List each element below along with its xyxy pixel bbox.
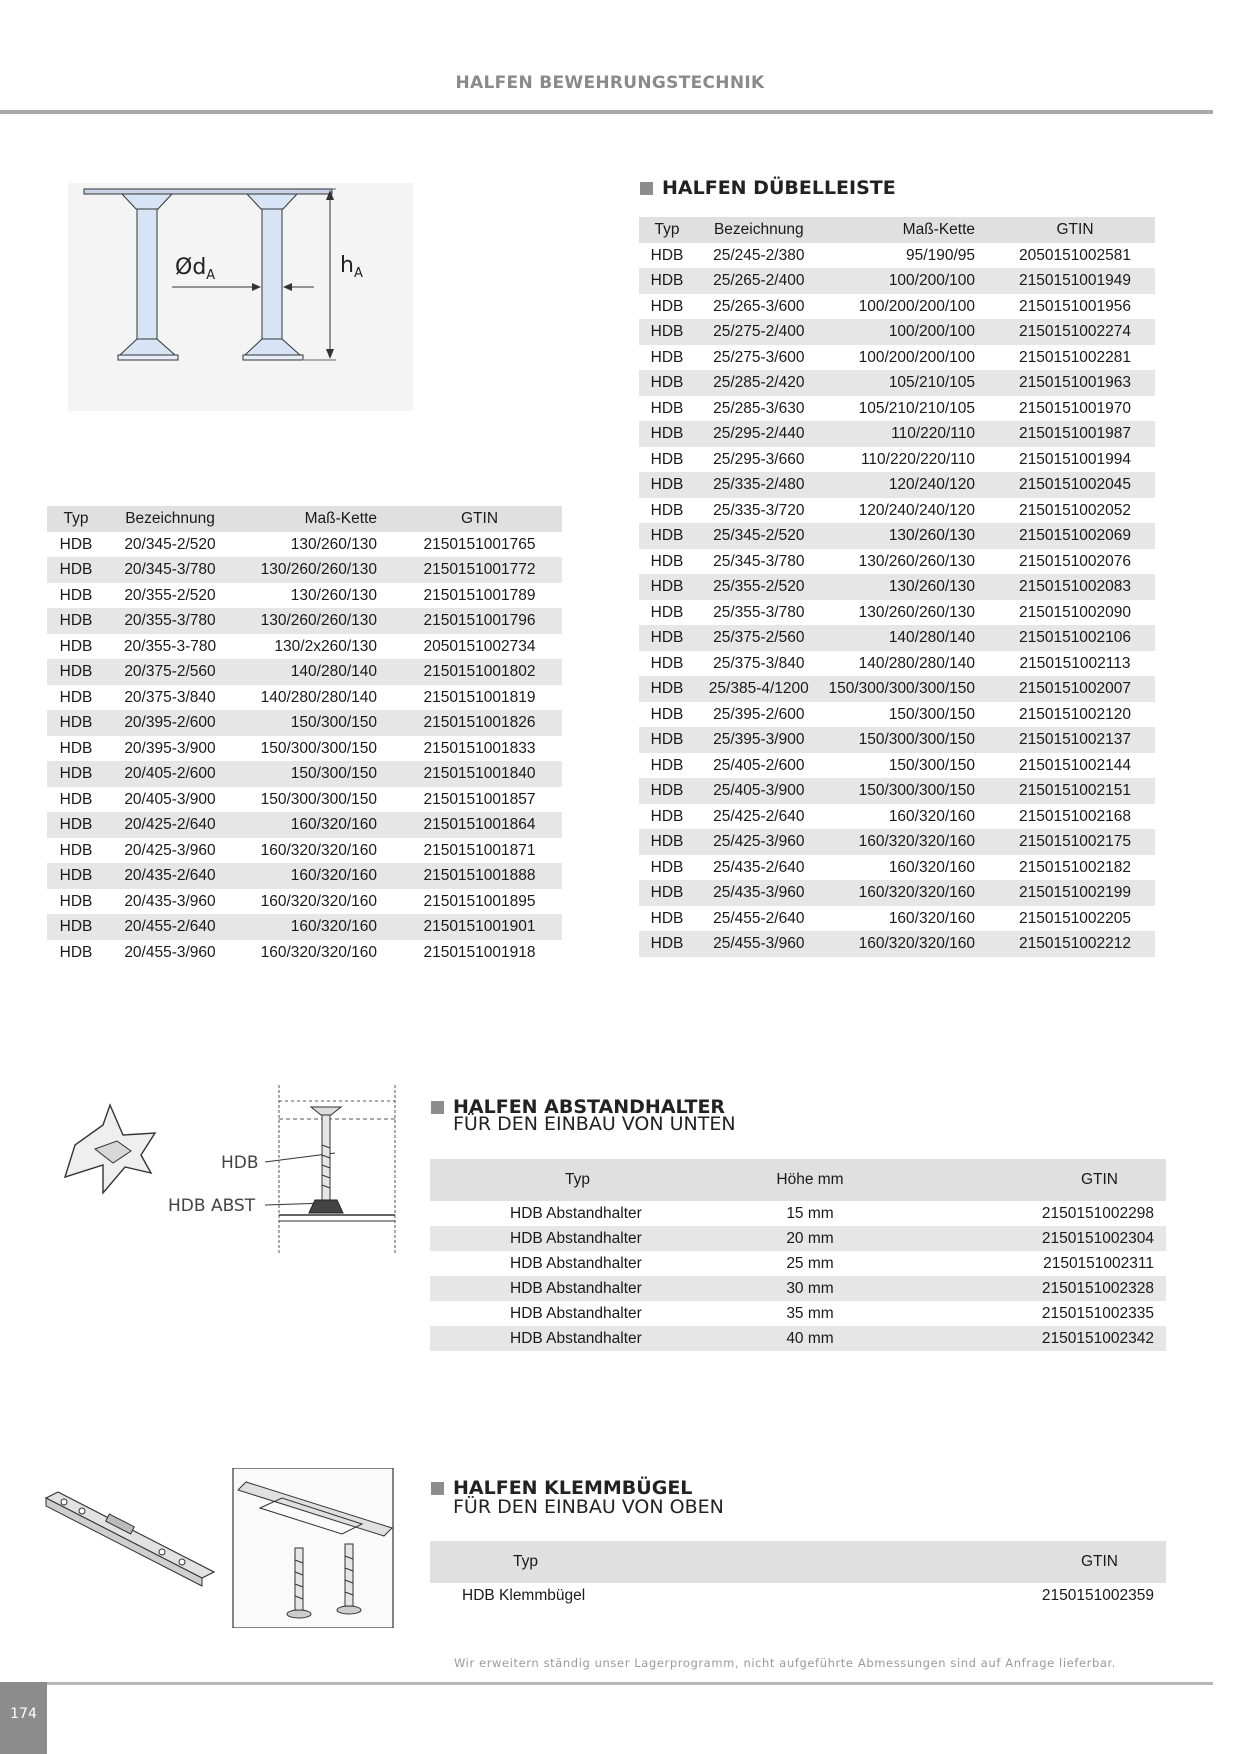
table-cell: 130/2x260/130 — [274, 637, 377, 655]
table-cell: 140/280/280/140 — [858, 654, 976, 672]
table-row — [47, 787, 562, 813]
table-row — [47, 608, 562, 634]
table-cell: 25/405-2/600 — [713, 756, 805, 774]
table-cell: 20/435-3/960 — [124, 892, 216, 910]
table-header-row — [639, 217, 1155, 243]
table-cell: 2150151002212 — [995, 931, 1155, 957]
table-cell: HDB — [650, 807, 684, 825]
table-cell: 25/405-3/900 — [695, 778, 822, 804]
table-cell: 25/425-3/960 — [695, 829, 822, 855]
table-cell: 100/200/100 — [822, 319, 995, 345]
table-cell: HDB — [47, 761, 105, 787]
table-cell: 2150151001819 — [423, 688, 536, 706]
table-cell: HDB Abstandhalter — [430, 1226, 730, 1251]
table-row — [639, 880, 1155, 906]
table-row — [639, 778, 1155, 804]
table-cell: 2150151002113 — [1019, 654, 1131, 672]
table-cell: HDB — [59, 841, 93, 859]
table-row — [47, 914, 562, 940]
table-cell: 150/300/150 — [235, 710, 397, 736]
table-cell: 15 mm — [786, 1205, 834, 1222]
col-header-typ: Typ — [430, 1541, 830, 1583]
table-cell: HDB — [639, 931, 695, 957]
table-cell: HDB — [59, 739, 93, 757]
heading-square-icon — [431, 1482, 444, 1495]
table-cell: 25/395-2/600 — [713, 705, 805, 723]
table-cell: 20/435-2/640 — [105, 863, 235, 889]
header-divider — [0, 110, 1213, 114]
table-cell: 20/375-2/560 — [105, 659, 235, 685]
table-cell: 160/320/160 — [235, 914, 397, 940]
col-header-gtin: GTIN — [995, 217, 1155, 243]
table-cell: 25/275-3/600 — [713, 348, 805, 366]
table-cell: 150/300/150 — [888, 705, 976, 723]
table-cell: HDB — [650, 552, 684, 570]
table-cell: 25/395-3/900 — [695, 727, 822, 753]
table-cell: HDB — [650, 399, 684, 417]
table-row — [430, 1301, 1166, 1326]
table-row — [47, 659, 562, 685]
col-header-hoehe: Höhe mm — [730, 1159, 890, 1201]
table-cell: 105/210/105 — [822, 370, 995, 396]
table-cell: 160/320/160 — [235, 812, 397, 838]
table-cell: 2150151002175 — [995, 829, 1155, 855]
table-cell: 20/455-3/960 — [124, 943, 216, 961]
table-cell: 25/455-3/960 — [695, 931, 822, 957]
table-cell: 2150151002281 — [1018, 348, 1132, 366]
table-cell: 130/260/130 — [290, 586, 377, 604]
table-cell: 35 mm — [786, 1305, 834, 1322]
table-row — [639, 625, 1155, 651]
table-cell: 150/300/150 — [888, 756, 976, 774]
col-header-bezeichnung: Bezeichnung — [105, 506, 235, 532]
table-row — [639, 676, 1155, 702]
klemmbuegel-subheading: FÜR DEN EINBAU VON OBEN — [453, 1496, 724, 1518]
table-cell: 2150151002007 — [995, 676, 1155, 702]
table-cell: HDB — [639, 268, 695, 294]
table-row — [47, 889, 562, 915]
table-cell: 2150151002168 — [1018, 807, 1132, 825]
table-cell: HDB — [47, 557, 105, 583]
table-row — [639, 574, 1155, 600]
table-cell: 20/395-3/900 — [124, 739, 216, 757]
table-cell: 2150151002106 — [995, 625, 1155, 651]
table-row — [639, 906, 1155, 932]
table-cell: 100/200/100 — [822, 268, 995, 294]
footer-divider — [47, 1682, 1213, 1685]
table-row — [639, 421, 1155, 447]
table-row — [639, 268, 1155, 294]
table-cell: HDB — [47, 710, 105, 736]
table-cell: 160/320/320/160 — [260, 892, 377, 910]
abstandhalter-table — [430, 1159, 1166, 1351]
table-row — [639, 651, 1155, 677]
table-cell: HDB — [639, 319, 695, 345]
table-cell: 25/455-2/640 — [713, 909, 805, 927]
table-cell: HDB — [639, 625, 695, 651]
table-cell: 2150151002144 — [1018, 756, 1132, 774]
table-cell: 2150151001994 — [1018, 450, 1132, 468]
table-cell: 130/260/130 — [822, 523, 995, 549]
table-cell: HDB — [639, 829, 695, 855]
heading-square-icon — [431, 1101, 444, 1114]
table-cell: HDB — [639, 676, 695, 702]
table-cell: 2150151002328 — [890, 1276, 1166, 1301]
table-row — [430, 1583, 1166, 1608]
table-cell: 160/320/160 — [888, 807, 976, 825]
table-cell: 25/295-2/440 — [695, 421, 822, 447]
table-cell: 2150151002083 — [995, 574, 1155, 600]
table-cell: 25/275-2/400 — [695, 319, 822, 345]
table-cell: 2050151002734 — [423, 637, 536, 655]
duebelleiste-table — [639, 217, 1155, 957]
table-cell: 2150151001864 — [397, 812, 562, 838]
table-cell: 2150151002199 — [995, 880, 1155, 906]
table-row — [430, 1276, 1166, 1301]
table-cell: 2150151002076 — [1018, 552, 1132, 570]
table-row — [639, 523, 1155, 549]
table-cell: 25/435-3/960 — [695, 880, 822, 906]
duebelleiste-heading-text: HALFEN DÜBELLEISTE — [662, 177, 896, 199]
table-row — [47, 532, 562, 558]
table-cell: HDB — [59, 688, 93, 706]
table-row — [639, 702, 1155, 728]
table-cell: 130/260/260/130 — [235, 557, 397, 583]
page-header-title: HALFEN BEWEHRUNGSTECHNIK — [455, 73, 765, 93]
table-cell: 150/300/300/150 — [822, 727, 995, 753]
table-cell: 2150151002052 — [1018, 501, 1132, 519]
footer-note: Wir erweitern ständig unser Lagerprogramm, nicht aufgeführte Abmessungen sind auf Anfrage lieferbar. — [453, 1656, 1117, 1670]
table-cell: HDB — [650, 705, 684, 723]
table-cell: 2150151002045 — [995, 472, 1155, 498]
table-row — [639, 753, 1155, 779]
table-row — [639, 498, 1155, 524]
table-cell: 150/300/300/150 — [822, 778, 995, 804]
table-row — [47, 634, 562, 660]
table-row — [430, 1251, 1166, 1276]
col-header-typ: Typ — [639, 217, 695, 243]
table-row — [639, 600, 1155, 626]
table-cell: HDB — [650, 297, 684, 315]
table-cell: HDB — [47, 812, 105, 838]
figure-label-h: h — [340, 253, 354, 278]
table-cell: 160/320/160 — [235, 863, 397, 889]
table-cell: 110/220/220/110 — [860, 450, 976, 468]
table-cell: 140/280/280/140 — [260, 688, 377, 706]
col-header-typ: Typ — [47, 506, 105, 532]
table-cell: 2150151002342 — [890, 1326, 1166, 1351]
table-cell: 2150151002151 — [995, 778, 1155, 804]
table-cell: HDB — [59, 535, 93, 553]
table-cell: 2150151001963 — [995, 370, 1155, 396]
table-cell: 25/335-2/480 — [695, 472, 822, 498]
table-row — [639, 829, 1155, 855]
figure-label-h-sub: A — [353, 266, 363, 281]
table-cell: 40 mm — [730, 1326, 890, 1351]
table-cell: HDB — [650, 246, 684, 264]
table-cell: 2150151002311 — [1043, 1255, 1154, 1272]
table-cell: 25/435-2/640 — [713, 858, 805, 876]
table-cell: 25 mm — [786, 1255, 834, 1272]
table-cell: HDB — [650, 858, 684, 876]
table-cell: HDB — [650, 909, 684, 927]
table-cell: HDB — [47, 659, 105, 685]
table-cell: HDB — [650, 603, 684, 621]
table-cell: 2150151002335 — [1041, 1305, 1154, 1322]
table-cell: HDB — [639, 778, 695, 804]
table-cell: 2150151001796 — [397, 608, 562, 634]
table-cell: HDB — [59, 943, 93, 961]
duebelleiste-heading — [640, 177, 896, 199]
table-row — [639, 345, 1155, 371]
col-header-bezeichnung: Bezeichnung — [695, 217, 822, 243]
table-cell: HDB Abstandhalter — [510, 1205, 642, 1222]
table-cell: HDB — [639, 472, 695, 498]
figure-label-d: Ød — [175, 255, 207, 280]
table-cell: 95/190/95 — [906, 246, 976, 264]
abstandhalter-heading-text: HALFEN ABSTANDHALTER — [453, 1096, 726, 1118]
klemmbuegel-figure — [42, 1468, 397, 1628]
table-cell: HDB — [639, 370, 695, 396]
heading-square-icon — [640, 182, 653, 195]
table-cell: 20/405-2/600 — [105, 761, 235, 787]
table-header-row — [430, 1541, 1166, 1583]
col-header-gtin: GTIN — [830, 1541, 1166, 1583]
table-cell: 140/280/140 — [822, 625, 995, 651]
table-cell: 25/355-3/780 — [713, 603, 805, 621]
table-row — [639, 294, 1155, 320]
table-cell: HDB Abstandhalter — [510, 1255, 642, 1272]
table-cell: 25/335-3/720 — [713, 501, 805, 519]
hdb-20-table — [47, 506, 562, 965]
table-row — [639, 370, 1155, 396]
table-cell: 150/300/300/150 — [260, 739, 377, 757]
table-cell: 2150151001802 — [397, 659, 562, 685]
table-cell: 100/200/200/100 — [858, 297, 976, 315]
table-cell: 30 mm — [730, 1276, 890, 1301]
figure-label-hdb: HDB — [221, 1153, 259, 1173]
table-cell: 150/300/300/300/150 — [822, 676, 995, 702]
table-cell: HDB — [639, 727, 695, 753]
table-cell: 130/260/260/130 — [858, 552, 976, 570]
table-cell: 130/260/260/130 — [858, 603, 976, 621]
page-number: 174 — [10, 1706, 37, 1722]
table-row — [639, 396, 1155, 422]
table-cell: HDB — [650, 756, 684, 774]
figure-label-d-sub: A — [206, 268, 216, 283]
table-cell: 160/320/320/160 — [822, 829, 995, 855]
table-cell: 20/425-2/640 — [105, 812, 235, 838]
klemmbuegel-heading-text: HALFEN KLEMMBÜGEL — [453, 1477, 693, 1499]
table-row — [639, 804, 1155, 830]
table-cell: 2150151001871 — [423, 841, 536, 859]
table-cell: HDB — [59, 637, 93, 655]
table-cell: HDB — [59, 586, 93, 604]
table-cell: 2150151002298 — [1041, 1205, 1154, 1222]
table-cell: 2150151001901 — [397, 914, 562, 940]
table-cell: 2150151001956 — [1018, 297, 1132, 315]
table-cell: 2150151001987 — [995, 421, 1155, 447]
table-cell: HDB — [639, 421, 695, 447]
table-cell: 2150151002182 — [1018, 858, 1132, 876]
table-row — [47, 583, 562, 609]
table-row — [639, 855, 1155, 881]
table-row — [47, 761, 562, 787]
table-cell: 150/300/150 — [235, 761, 397, 787]
table-cell: 2150151001833 — [423, 739, 536, 757]
table-cell: 2150151002069 — [995, 523, 1155, 549]
table-cell: 20/375-3/840 — [124, 688, 216, 706]
table-row — [47, 710, 562, 736]
table-row — [47, 685, 562, 711]
table-header-row — [47, 506, 562, 532]
table-cell: HDB — [639, 523, 695, 549]
table-cell: 25/355-2/520 — [695, 574, 822, 600]
table-header-row — [430, 1159, 1166, 1201]
klemmbuegel-table — [430, 1541, 1166, 1608]
table-cell: 25/345-2/520 — [695, 523, 822, 549]
col-header-gtin: GTIN — [890, 1159, 1166, 1201]
table-cell: 20 mm — [730, 1226, 890, 1251]
table-cell: 2050151002581 — [1018, 246, 1132, 264]
table-cell: 25/295-3/660 — [713, 450, 805, 468]
table-cell: 25/375-2/560 — [695, 625, 822, 651]
table-cell: 25/375-3/840 — [713, 654, 805, 672]
table-cell: 120/240/240/120 — [858, 501, 976, 519]
table-row — [639, 549, 1155, 575]
table-cell: 20/455-2/640 — [105, 914, 235, 940]
table-cell: 2150151001949 — [995, 268, 1155, 294]
table-cell: 100/200/200/100 — [858, 348, 976, 366]
table-row — [47, 736, 562, 762]
table-cell: 2150151002274 — [995, 319, 1155, 345]
col-header-mass-kette: Maß-Kette — [235, 506, 397, 532]
table-cell: 25/285-3/630 — [713, 399, 805, 417]
table-cell: 160/320/320/160 — [822, 880, 995, 906]
table-row — [639, 472, 1155, 498]
table-cell: 160/320/320/160 — [260, 943, 377, 961]
table-cell: HDB — [639, 880, 695, 906]
table-cell: 120/240/120 — [822, 472, 995, 498]
stud-dimension-figure — [68, 183, 413, 411]
table-cell: HDB — [639, 574, 695, 600]
table-cell: 20/355-3-780 — [123, 637, 217, 655]
table-cell: 2150151001789 — [423, 586, 536, 604]
table-row — [639, 727, 1155, 753]
col-header-gtin: GTIN — [397, 506, 562, 532]
table-cell: HDB — [650, 501, 684, 519]
col-header-mass-kette: Maß-Kette — [822, 217, 995, 243]
table-cell: 20/425-3/960 — [124, 841, 216, 859]
table-cell: 2150151001772 — [397, 557, 562, 583]
table-cell: HDB — [47, 914, 105, 940]
table-cell: 130/260/130 — [290, 535, 377, 553]
table-row — [639, 319, 1155, 345]
col-header-typ: Typ — [430, 1159, 730, 1201]
table-cell: 20/355-3/780 — [105, 608, 235, 634]
table-row — [639, 243, 1155, 269]
table-cell: 2150151001765 — [423, 535, 536, 553]
table-cell: 2150151001840 — [397, 761, 562, 787]
table-cell: 20/345-2/520 — [124, 535, 216, 553]
table-cell: HDB Abstandhalter — [510, 1305, 642, 1322]
table-cell: HDB — [47, 608, 105, 634]
abstandhalter-subheading: FÜR DEN EINBAU VON UNTEN — [453, 1113, 736, 1135]
table-cell: 20/355-2/520 — [124, 586, 216, 604]
table-row — [430, 1201, 1166, 1226]
table-row — [47, 812, 562, 838]
table-cell: 2150151001918 — [423, 943, 536, 961]
table-cell: 20/345-3/780 — [105, 557, 235, 583]
table-cell: 2150151001970 — [1018, 399, 1132, 417]
table-cell: 20/405-3/900 — [124, 790, 216, 808]
table-cell: 160/320/160 — [888, 909, 976, 927]
abstandhalter-figure — [55, 1085, 400, 1253]
table-cell: 160/320/160 — [888, 858, 976, 876]
table-cell: HDB Abstandhalter — [430, 1326, 730, 1351]
table-cell: 2150151002304 — [890, 1226, 1166, 1251]
table-cell: 160/320/320/160 — [822, 931, 995, 957]
table-cell: HDB — [59, 892, 93, 910]
table-cell: HDB — [47, 863, 105, 889]
table-row — [47, 940, 562, 966]
table-cell: 2150151002090 — [1018, 603, 1132, 621]
table-row — [47, 557, 562, 583]
table-cell: 150/300/300/150 — [260, 790, 377, 808]
table-row — [47, 863, 562, 889]
table-cell: 2150151001888 — [397, 863, 562, 889]
table-cell: 105/210/210/105 — [858, 399, 976, 417]
table-row — [639, 931, 1155, 957]
table-cell: 25/345-3/780 — [713, 552, 805, 570]
table-cell: 25/265-3/600 — [713, 297, 805, 315]
table-cell: 2150151001826 — [397, 710, 562, 736]
table-cell: 20/395-2/600 — [105, 710, 235, 736]
table-cell: 2150151002120 — [1018, 705, 1132, 723]
table-cell: 25/385-4/1200 — [695, 676, 822, 702]
table-cell: 130/260/260/130 — [235, 608, 397, 634]
table-cell: HDB — [59, 790, 93, 808]
table-row — [47, 838, 562, 864]
table-cell: 2150151001857 — [423, 790, 536, 808]
table-cell: 2150151002359 — [1041, 1587, 1154, 1604]
table-cell: 2150151001895 — [423, 892, 536, 910]
table-cell: HDB Abstandhalter — [430, 1276, 730, 1301]
table-cell: 160/320/320/160 — [260, 841, 377, 859]
figure-label-hdb-abst: HDB ABST — [168, 1196, 256, 1216]
table-cell: 2150151002205 — [1018, 909, 1132, 927]
table-cell: 25/245-2/380 — [713, 246, 805, 264]
table-row — [430, 1226, 1166, 1251]
table-cell: HDB — [650, 450, 684, 468]
table-cell: 110/220/110 — [822, 421, 995, 447]
table-row — [639, 447, 1155, 473]
table-row — [430, 1326, 1166, 1351]
table-cell: 2150151002137 — [995, 727, 1155, 753]
table-cell: HDB — [650, 654, 684, 672]
table-cell: HDB Klemmbügel — [462, 1587, 586, 1604]
table-cell: 140/280/140 — [235, 659, 397, 685]
table-cell: 130/260/130 — [822, 574, 995, 600]
table-cell: 25/425-2/640 — [713, 807, 805, 825]
table-cell: 25/285-2/420 — [695, 370, 822, 396]
table-cell: HDB — [650, 348, 684, 366]
table-cell: 25/265-2/400 — [695, 268, 822, 294]
